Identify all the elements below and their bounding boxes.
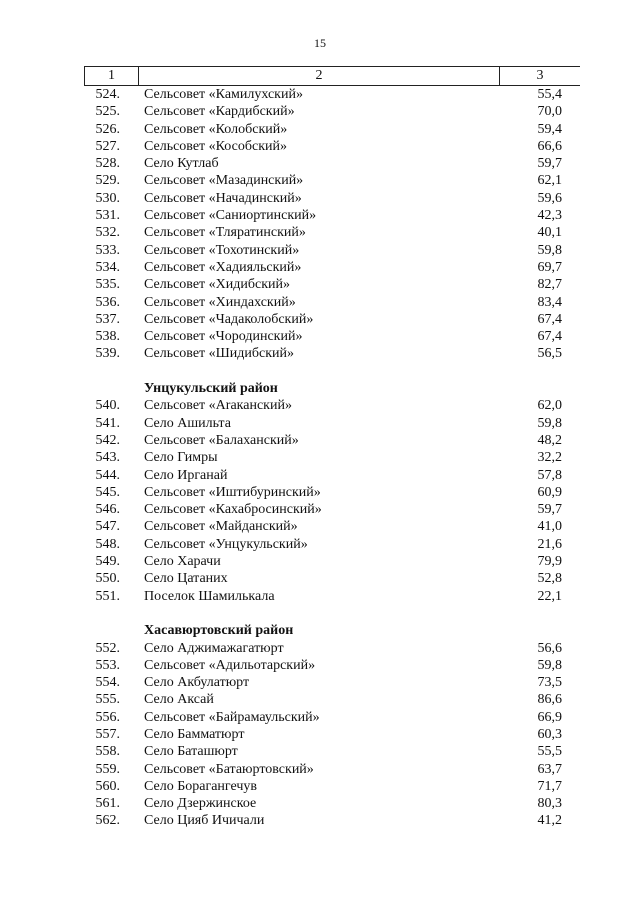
district-heading: Унцукульский район (144, 381, 278, 397)
row-value: 79,9 (537, 554, 562, 570)
table-row (84, 172, 580, 189)
row-value: 59,8 (537, 242, 562, 258)
table-row (84, 86, 580, 103)
settlement-name: Сельсовет «Саниортинский» (144, 208, 317, 224)
table-row (84, 207, 580, 224)
row-value: 56,6 (537, 640, 562, 656)
table-row (84, 778, 580, 795)
row-number: 531. (95, 208, 120, 224)
row-value: 62,1 (537, 173, 562, 189)
row-value: 66,6 (537, 138, 562, 154)
table-row (84, 467, 580, 484)
table-row (84, 328, 580, 345)
header-col-3: 3 (536, 68, 544, 83)
row-number: 535. (95, 277, 120, 293)
row-value: 22,1 (537, 588, 562, 604)
table-row (84, 276, 580, 293)
table-row (84, 155, 580, 172)
table-row (84, 103, 580, 120)
row-value: 60,3 (537, 726, 562, 742)
row-value: 59,6 (537, 190, 562, 206)
settlement-name: Сельсовет «Шидибский» (144, 346, 295, 362)
table-row (84, 518, 580, 535)
settlement-name: Сельсовет «Кахабросинский» (144, 502, 322, 518)
row-number: 555. (95, 692, 120, 708)
settlement-name: Поселок Шамилькала (144, 588, 275, 604)
settlement-name: Сельсовет «Хадияльский» (144, 259, 302, 275)
row-value: 55,4 (537, 87, 562, 102)
row-value: 71,7 (537, 778, 562, 794)
row-value: 62,0 (537, 398, 562, 414)
table-row (84, 570, 580, 587)
page-number: 15 (314, 36, 326, 50)
settlement-name: Село Харачи (144, 554, 221, 570)
table-row (84, 761, 580, 778)
table-body (84, 86, 580, 830)
table-row (84, 294, 580, 311)
row-value: 70,0 (537, 104, 562, 120)
row-number: 530. (95, 190, 120, 206)
section-gap (84, 605, 580, 622)
section-gap (84, 363, 580, 380)
table-row (84, 536, 580, 553)
row-value: 41,0 (537, 519, 562, 535)
table-row (84, 674, 580, 691)
row-number: 538. (95, 329, 120, 345)
row-number: 532. (95, 225, 120, 241)
settlement-name: Село Гимры (144, 450, 218, 466)
row-number: 556. (95, 709, 120, 725)
row-value: 66,9 (537, 709, 562, 725)
row-number: 562. (95, 813, 120, 829)
table-row (84, 397, 580, 414)
table-row (84, 640, 580, 657)
settlement-name: Сельсовет «Адильотарский» (144, 657, 316, 673)
settlement-name: Сельсовет «Чородинский» (144, 329, 303, 345)
row-number: 559. (95, 761, 120, 777)
row-number: 539. (95, 346, 120, 362)
table-row (84, 311, 580, 328)
settlement-name: Село Цияб Ичичали (144, 813, 265, 829)
settlement-name: Сельсовет «Начадинский» (144, 190, 302, 206)
data-table (84, 66, 580, 830)
row-number: 543. (95, 450, 120, 466)
table-row (84, 242, 580, 259)
row-number: 528. (95, 156, 120, 172)
table-row (84, 553, 580, 570)
row-value: 86,6 (537, 692, 562, 708)
table-row (84, 484, 580, 501)
settlement-name: Село Акбулатюрт (144, 675, 250, 691)
row-number: 549. (95, 554, 120, 570)
settlement-name: Сельсовет «Хидибский» (144, 277, 291, 293)
row-value: 52,8 (537, 571, 562, 587)
table-header (84, 66, 580, 86)
table-row (84, 449, 580, 466)
row-number: 554. (95, 675, 120, 691)
row-value: 55,5 (537, 744, 562, 760)
row-number: 533. (95, 242, 120, 258)
row-number: 552. (95, 640, 120, 656)
table-row (84, 726, 580, 743)
table-row (84, 415, 580, 432)
row-number: 546. (95, 502, 120, 518)
table-row (84, 812, 580, 829)
table-row (84, 190, 580, 207)
settlement-name: Сельсовет «Унцукульский» (144, 536, 308, 552)
settlement-name: Сельсовет «Araканский» (144, 398, 292, 414)
settlement-name: Село Цатаних (144, 571, 228, 587)
row-number: 526. (95, 121, 120, 137)
settlement-name: Сельсовет «Тляратинский» (144, 225, 306, 241)
row-number: 553. (95, 657, 120, 673)
settlement-name: Сельсовет «Майданский» (144, 519, 298, 535)
settlement-name: Сельсовет «Тохотинский» (144, 242, 300, 258)
row-number: 547. (95, 519, 120, 535)
table-row (84, 224, 580, 241)
settlement-name: Село Ирганай (144, 467, 228, 483)
header-col-2: 2 (139, 67, 500, 85)
settlement-name: Село Аджимажагатюрт (144, 640, 284, 656)
row-value: 48,2 (537, 432, 562, 448)
row-number: 551. (95, 588, 120, 604)
settlement-name: Сельсовет «Камилухский» (144, 87, 303, 102)
row-number: 561. (95, 796, 120, 812)
settlement-name: Сельсовет «Кособский» (144, 138, 287, 154)
settlement-name: Сельсовет «Байрамаульский» (144, 709, 320, 725)
header-col-1: 1 (84, 67, 139, 85)
row-number: 545. (95, 484, 120, 500)
table-row (84, 657, 580, 674)
row-value: 59,7 (537, 502, 562, 518)
row-number: 542. (95, 432, 120, 448)
row-value: 42,3 (537, 208, 562, 224)
table-row (84, 691, 580, 708)
row-value: 41,2 (537, 813, 562, 829)
table-row (84, 743, 580, 760)
table-row (84, 259, 580, 276)
row-value: 59,8 (537, 657, 562, 673)
table-row (84, 432, 580, 449)
table-row (84, 501, 580, 518)
row-number: 534. (95, 259, 120, 275)
settlement-name: Сельсовет «Хиндахский» (144, 294, 296, 310)
settlement-name: Сельсовет «Мазадинский» (144, 173, 304, 189)
table-row (84, 121, 580, 138)
row-number: 558. (95, 744, 120, 760)
settlement-name: Село Ашильта (144, 415, 231, 431)
row-value: 57,8 (537, 467, 562, 483)
row-value: 67,4 (537, 311, 562, 327)
row-value: 56,5 (537, 346, 562, 362)
row-value: 69,7 (537, 259, 562, 275)
settlement-name: Село Бамматюрт (144, 726, 245, 742)
row-number: 557. (95, 726, 120, 742)
row-number: 550. (95, 571, 120, 587)
row-number: 541. (95, 415, 120, 431)
row-number: 527. (95, 138, 120, 154)
row-number: 537. (95, 311, 120, 327)
settlement-name: Село Кутлаб (144, 156, 219, 172)
row-value: 60,9 (537, 484, 562, 500)
row-number: 525. (95, 104, 120, 120)
row-value: 59,8 (537, 415, 562, 431)
settlement-name: Сельсовет «Батаюртовский» (144, 761, 314, 777)
table-row (84, 709, 580, 726)
row-value: 59,4 (537, 121, 562, 137)
settlement-name: Село Дзержинское (144, 796, 257, 812)
table-row (84, 795, 580, 812)
row-number: 529. (95, 173, 120, 189)
row-number: 524. (95, 87, 120, 102)
row-value: 59,7 (537, 156, 562, 172)
row-value: 21,6 (537, 536, 562, 552)
row-value: 80,3 (537, 796, 562, 812)
row-value: 82,7 (537, 277, 562, 293)
settlement-name: Сельсовет «Чадаколобский» (144, 311, 314, 327)
row-number: 544. (95, 467, 120, 483)
row-number: 548. (95, 536, 120, 552)
row-value: 73,5 (537, 675, 562, 691)
table-row (84, 138, 580, 155)
settlement-name: Сельсовет «Иштибуринский» (144, 484, 321, 500)
table-row (84, 588, 580, 605)
row-value: 63,7 (537, 761, 562, 777)
settlement-name: Сельсовет «Колобский» (144, 121, 288, 137)
row-value: 67,4 (537, 329, 562, 345)
row-number: 540. (95, 398, 120, 414)
row-value: 40,1 (537, 225, 562, 241)
row-value: 83,4 (537, 294, 562, 310)
settlement-name: Село Борагангечув (144, 778, 257, 794)
settlement-name: Село Баташюрт (144, 744, 238, 760)
table-row (84, 345, 580, 362)
district-heading: Хасавюртовский район (144, 623, 294, 639)
settlement-name: Село Аксай (144, 692, 214, 708)
row-value: 32,2 (537, 450, 562, 466)
row-number: 536. (95, 294, 120, 310)
row-number: 560. (95, 778, 120, 794)
settlement-name: Сельсовет «Балаханский» (144, 432, 299, 448)
settlement-name: Сельсовет «Кардибский» (144, 104, 295, 120)
